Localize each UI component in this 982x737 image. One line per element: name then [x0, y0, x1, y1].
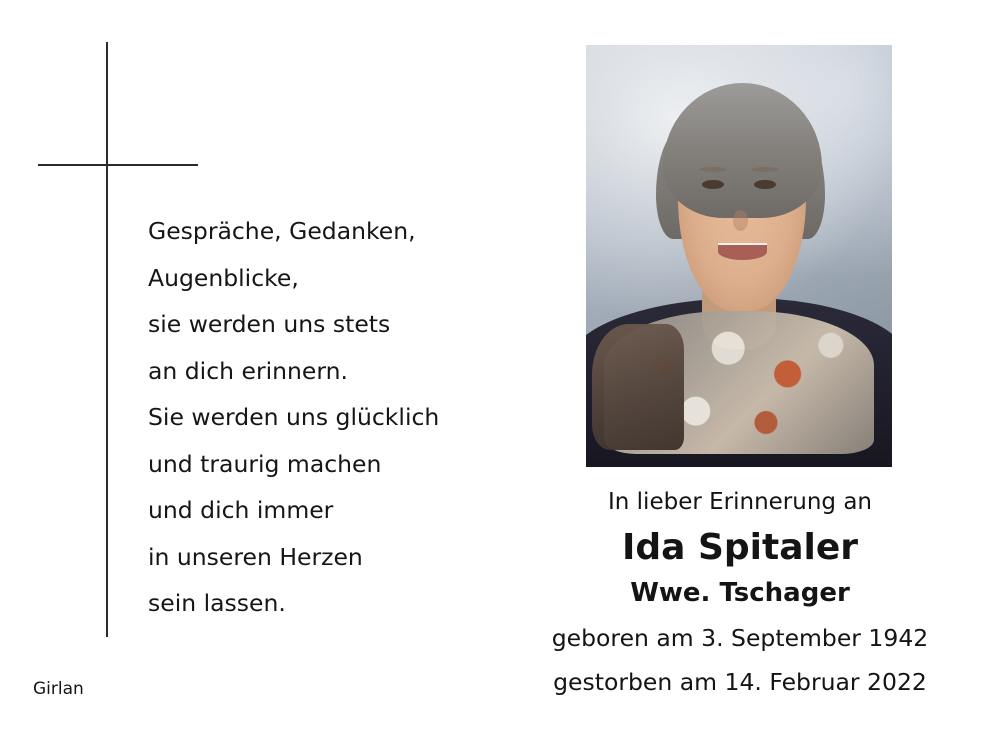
poem-line: sie werden uns stets — [148, 310, 391, 338]
deceased-name: Ida Spitaler — [621, 527, 859, 568]
place-label: Girlan — [33, 679, 84, 699]
poem-line: in unseren Herzen — [148, 542, 363, 571]
portrait-scarf-fold — [592, 324, 684, 451]
poem-line: Gespräche, Gedanken, — [148, 217, 416, 245]
memorial-intro: In lieber Erinnerung an — [608, 489, 872, 515]
poem-line: und traurig machen — [148, 449, 382, 478]
cross-vertical-bar — [106, 42, 108, 637]
poem-line: Sie werden uns glücklich — [148, 403, 440, 431]
portrait-image — [586, 45, 892, 467]
memorial-text-block — [510, 486, 970, 700]
portrait-mouth — [718, 243, 767, 260]
cross-horizontal-bar — [38, 164, 198, 166]
poem-line: an dich erinnern. — [148, 356, 349, 385]
death-date: gestorben am 14. Februar 2022 — [553, 668, 927, 696]
poem-line: Augenblicke, — [148, 263, 299, 292]
poem-block — [148, 208, 528, 627]
poem-line: und dich immer — [148, 496, 334, 524]
portrait-nose — [733, 210, 748, 231]
deceased-subname: Wwe. Tschager — [630, 578, 850, 608]
poem-line: sein lassen. — [148, 589, 286, 617]
birth-date: geboren am 3. September 1942 — [551, 624, 929, 652]
portrait-photo — [586, 45, 892, 467]
portrait-hair — [663, 83, 822, 218]
